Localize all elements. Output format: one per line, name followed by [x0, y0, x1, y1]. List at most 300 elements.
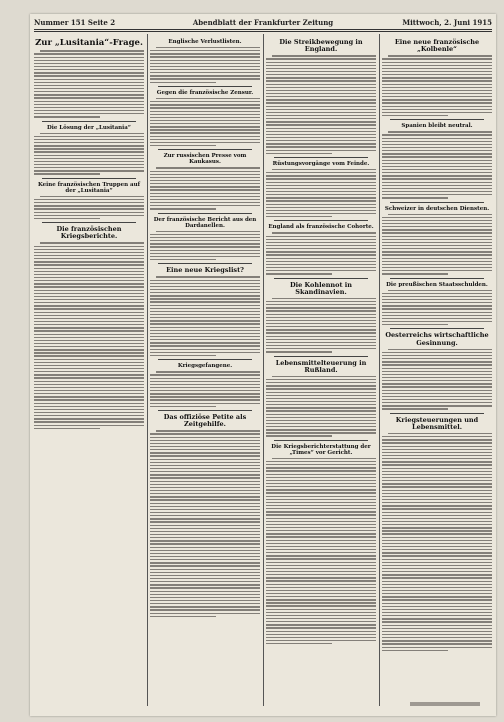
text-line	[382, 312, 492, 313]
text-line	[266, 590, 376, 591]
text-line	[266, 332, 376, 333]
text-line	[150, 107, 260, 108]
text-line	[34, 283, 144, 284]
text-line	[150, 246, 260, 247]
text-line	[150, 355, 216, 356]
text-line	[150, 449, 260, 450]
text-line	[382, 74, 492, 75]
text-line	[266, 172, 376, 173]
text-line	[382, 374, 492, 375]
text-line	[34, 246, 144, 247]
text-line	[382, 169, 492, 170]
text-line	[34, 136, 144, 137]
text-line	[150, 66, 260, 67]
text-line	[266, 562, 376, 563]
text-line	[266, 587, 376, 588]
text-line	[150, 616, 216, 617]
text-line	[34, 286, 144, 287]
text-line	[150, 177, 260, 178]
text-line	[382, 62, 492, 63]
text-line	[156, 231, 260, 232]
text-line	[382, 474, 492, 475]
text-line	[382, 371, 492, 372]
text-line	[382, 299, 492, 300]
article-heading: England als französische Cohorte.	[268, 224, 374, 231]
text-line	[266, 137, 376, 138]
text-line	[266, 565, 376, 566]
text-line	[150, 378, 260, 379]
text-line	[266, 200, 376, 201]
text-line	[150, 587, 260, 588]
article-heading: Die französischen Kriegsberichte.	[56, 225, 122, 241]
text-line	[382, 220, 492, 221]
text-line	[382, 160, 492, 161]
text-line	[382, 293, 492, 294]
text-line	[266, 87, 376, 88]
text-line	[34, 340, 144, 341]
text-line	[382, 493, 492, 494]
text-line	[382, 232, 492, 233]
text-line	[266, 102, 376, 103]
text-line	[266, 323, 376, 324]
text-line	[150, 132, 260, 133]
text-line	[266, 467, 376, 468]
text-line	[266, 185, 376, 186]
text-line	[382, 490, 492, 491]
text-line	[266, 239, 376, 240]
text-line	[150, 56, 260, 57]
text-line	[266, 191, 376, 192]
text-line	[266, 392, 376, 393]
text-line	[266, 474, 376, 475]
text-line	[266, 584, 376, 585]
text-line	[382, 590, 492, 591]
text-line	[266, 273, 332, 274]
text-line	[266, 175, 376, 176]
text-line	[34, 299, 144, 300]
text-line	[150, 189, 260, 190]
text-line	[34, 60, 144, 61]
text-line	[266, 593, 376, 594]
text-line	[150, 518, 260, 519]
text-line	[34, 91, 144, 92]
column-2	[150, 36, 260, 710]
text-line	[382, 521, 492, 522]
text-line	[150, 569, 260, 570]
header-rule-2	[34, 31, 492, 32]
text-line	[34, 390, 144, 391]
article-separator	[390, 119, 484, 120]
text-line	[34, 268, 144, 269]
text-line	[382, 584, 492, 585]
text-line	[388, 433, 492, 434]
text-line	[266, 84, 376, 85]
article-heading: Eine neue Kriegslist?	[166, 266, 244, 275]
text-line	[266, 404, 376, 405]
text-line	[266, 596, 376, 597]
text-line	[266, 483, 376, 484]
text-line	[150, 142, 260, 143]
article-heading: Kriegsgefangene.	[177, 363, 233, 370]
text-line	[150, 390, 260, 391]
text-line	[266, 536, 376, 537]
text-line	[266, 336, 376, 337]
text-line	[382, 533, 492, 534]
text-line	[266, 640, 376, 641]
text-line	[266, 326, 376, 327]
text-line	[34, 85, 144, 86]
text-line	[34, 334, 144, 335]
text-line	[34, 399, 144, 400]
text-line	[150, 374, 260, 375]
text-line	[150, 196, 260, 197]
text-line	[382, 631, 492, 632]
newspaper-page	[30, 14, 496, 716]
text-line	[382, 93, 492, 94]
text-line	[150, 129, 260, 130]
text-line	[382, 115, 448, 116]
text-line	[266, 99, 376, 100]
text-line	[34, 139, 144, 140]
text-line	[150, 433, 260, 434]
text-line	[150, 506, 260, 507]
text-line	[150, 243, 260, 244]
text-line	[40, 50, 144, 51]
text-line	[266, 602, 376, 603]
text-line	[150, 553, 260, 554]
text-line	[382, 625, 492, 626]
text-line	[382, 599, 492, 600]
text-line	[388, 290, 492, 291]
text-line	[382, 87, 492, 88]
text-line	[382, 596, 492, 597]
text-line	[34, 324, 144, 325]
article-heading: Kriegsteuerungen und Lebensmittel.	[395, 415, 479, 431]
text-line	[382, 399, 492, 400]
text-line	[266, 555, 376, 556]
article-separator	[274, 356, 368, 357]
text-line	[150, 562, 260, 563]
text-line	[272, 232, 376, 233]
text-line	[266, 605, 376, 606]
text-line	[266, 621, 376, 622]
text-block	[266, 298, 376, 353]
text-line	[34, 302, 144, 303]
text-line	[382, 515, 492, 516]
text-line	[266, 423, 376, 424]
article-separator	[158, 359, 252, 360]
text-line	[266, 258, 376, 259]
text-line	[382, 502, 492, 503]
text-line	[266, 612, 376, 613]
text-line	[150, 462, 260, 463]
text-line	[266, 518, 376, 519]
text-line	[382, 258, 492, 259]
text-line	[34, 280, 144, 281]
text-line	[266, 204, 376, 205]
text-line	[382, 245, 492, 246]
text-line	[382, 471, 492, 472]
text-line	[150, 396, 260, 397]
column-3	[266, 36, 376, 710]
text-line	[382, 527, 492, 528]
text-line	[34, 158, 144, 159]
text-line	[150, 490, 260, 491]
text-line	[266, 74, 376, 75]
text-line	[150, 101, 260, 102]
article-separator	[274, 157, 368, 158]
text-line	[266, 511, 376, 512]
article-separator	[158, 86, 252, 87]
text-line	[266, 251, 376, 252]
text-line	[150, 578, 260, 579]
text-line	[150, 333, 260, 334]
text-line	[150, 550, 260, 551]
text-line	[382, 477, 492, 478]
text-line	[34, 145, 144, 146]
text-line	[266, 527, 376, 528]
text-line	[34, 374, 144, 375]
text-line	[382, 358, 492, 359]
text-line	[266, 245, 376, 246]
text-line	[266, 461, 376, 462]
text-line	[150, 452, 260, 453]
text-line	[382, 175, 492, 176]
text-line	[34, 258, 144, 259]
text-line	[150, 60, 260, 61]
text-block	[34, 50, 144, 117]
text-line	[382, 99, 492, 100]
text-line	[150, 537, 260, 538]
text-line	[34, 94, 144, 95]
text-block	[266, 376, 376, 437]
text-block	[266, 169, 376, 217]
text-line	[266, 540, 376, 541]
text-line	[382, 568, 492, 569]
text-line	[382, 109, 492, 110]
printer-imprint	[410, 702, 480, 706]
text-line	[150, 117, 260, 118]
text-line	[34, 116, 100, 117]
text-line	[382, 96, 492, 97]
text-line	[34, 249, 144, 250]
text-line	[266, 310, 376, 311]
text-line	[34, 425, 144, 426]
issue-number: Nummer 151 Seite 2	[34, 18, 116, 27]
text-line	[34, 97, 144, 98]
text-line	[266, 599, 376, 600]
text-line	[150, 399, 260, 400]
text-line	[382, 254, 492, 255]
text-line	[266, 62, 376, 63]
text-line	[382, 555, 492, 556]
text-line	[40, 196, 144, 197]
text-line	[382, 296, 492, 297]
text-line	[266, 71, 376, 72]
text-line	[266, 401, 376, 402]
text-line	[266, 615, 376, 616]
text-line	[150, 609, 260, 610]
text-line	[382, 324, 448, 325]
text-line	[382, 508, 492, 509]
text-line	[382, 318, 492, 319]
text-line	[266, 197, 376, 198]
article-separator	[158, 149, 252, 150]
text-line	[34, 377, 144, 378]
text-block	[382, 433, 492, 651]
text-block	[34, 196, 144, 219]
article-heading: Die Kriegsberichterstattung der „Times“ vor Gericht.	[271, 443, 371, 456]
text-line	[266, 267, 376, 268]
text-line	[388, 349, 492, 350]
text-line	[266, 131, 376, 132]
text-line	[150, 186, 260, 187]
column-4	[382, 36, 492, 710]
text-line	[34, 205, 144, 206]
article-separator	[42, 222, 136, 223]
text-block	[150, 371, 260, 407]
text-line	[382, 251, 492, 252]
text-line	[34, 69, 144, 70]
text-line	[266, 261, 376, 262]
text-line	[150, 171, 260, 172]
text-line	[150, 565, 260, 566]
text-line	[382, 546, 492, 547]
text-line	[150, 443, 260, 444]
text-line	[266, 530, 376, 531]
text-line	[382, 549, 492, 550]
text-line	[150, 308, 260, 309]
text-line	[266, 65, 376, 66]
text-line	[34, 66, 144, 67]
article-heading: Gegen die französische Zensur.	[156, 89, 254, 96]
text-line	[382, 455, 492, 456]
text-line	[150, 352, 260, 353]
text-line	[34, 352, 144, 353]
text-block	[382, 131, 492, 198]
text-line	[266, 410, 376, 411]
text-line	[266, 153, 332, 154]
text-line	[150, 584, 260, 585]
text-line	[382, 643, 492, 644]
text-line	[34, 53, 144, 54]
text-line	[34, 173, 100, 174]
text-line	[382, 185, 492, 186]
text-line	[382, 302, 492, 303]
column-1	[34, 36, 144, 710]
text-line	[382, 355, 492, 356]
text-line	[150, 69, 260, 70]
text-line	[266, 348, 376, 349]
text-line	[382, 647, 492, 648]
text-line	[382, 386, 492, 387]
text-line	[34, 371, 144, 372]
text-line	[150, 556, 260, 557]
text-line	[382, 618, 492, 619]
text-line	[150, 606, 260, 607]
text-line	[34, 164, 144, 165]
text-line	[266, 317, 376, 318]
text-line	[382, 380, 492, 381]
text-line	[156, 430, 260, 431]
text-line	[150, 180, 260, 181]
text-line	[34, 255, 144, 256]
article-heading: Englische Verlustlisten.	[168, 39, 242, 45]
text-line	[382, 593, 492, 594]
text-line	[266, 112, 376, 113]
text-line	[266, 524, 376, 525]
article-heading: Die preußischen Staatsschulden.	[386, 281, 488, 288]
text-line	[266, 178, 376, 179]
text-line	[382, 68, 492, 69]
text-line	[382, 141, 492, 142]
text-line	[150, 202, 260, 203]
text-line	[382, 264, 492, 265]
text-line	[266, 96, 376, 97]
text-line	[382, 402, 492, 403]
text-line	[34, 155, 144, 156]
text-line	[382, 612, 492, 613]
text-line	[150, 237, 260, 238]
text-line	[150, 317, 260, 318]
text-line	[266, 508, 376, 509]
text-line	[34, 202, 144, 203]
text-line	[266, 342, 376, 343]
text-line	[34, 212, 144, 213]
article-heading: Spanien bleibt neutral.	[401, 123, 473, 130]
article-separator	[390, 202, 484, 203]
text-line	[382, 188, 492, 189]
text-line	[150, 509, 260, 510]
article-separator	[158, 263, 252, 264]
article-heading: Lebensmittelteuerung in Rußland.	[275, 358, 367, 374]
text-block	[382, 214, 492, 275]
text-line	[150, 543, 260, 544]
text-line	[382, 408, 448, 409]
article-heading: Die Streikbewegung in England.	[279, 38, 363, 54]
text-line	[34, 72, 144, 73]
text-line	[34, 368, 144, 369]
article-separator	[390, 278, 484, 279]
text-line	[382, 194, 492, 195]
text-line	[150, 53, 260, 54]
article-separator	[158, 410, 252, 411]
text-line	[150, 474, 260, 475]
text-line	[150, 104, 260, 105]
text-line	[150, 515, 260, 516]
text-line	[382, 315, 492, 316]
text-line	[382, 248, 492, 249]
text-line	[34, 293, 144, 294]
text-line	[382, 134, 492, 135]
text-line	[382, 223, 492, 224]
text-line	[40, 133, 144, 134]
issue-date: Mittwoch, 2. Juni 1915	[402, 18, 492, 27]
text-line	[34, 63, 144, 64]
article-separator	[42, 178, 136, 179]
text-line	[150, 440, 260, 441]
text-line	[266, 407, 376, 408]
text-line	[382, 537, 492, 538]
text-line	[382, 178, 492, 179]
text-line	[382, 609, 492, 610]
text-block	[150, 47, 260, 83]
text-line	[150, 540, 260, 541]
text-line	[266, 577, 376, 578]
text-line	[150, 314, 260, 315]
text-line	[382, 305, 492, 306]
text-line	[272, 169, 376, 170]
